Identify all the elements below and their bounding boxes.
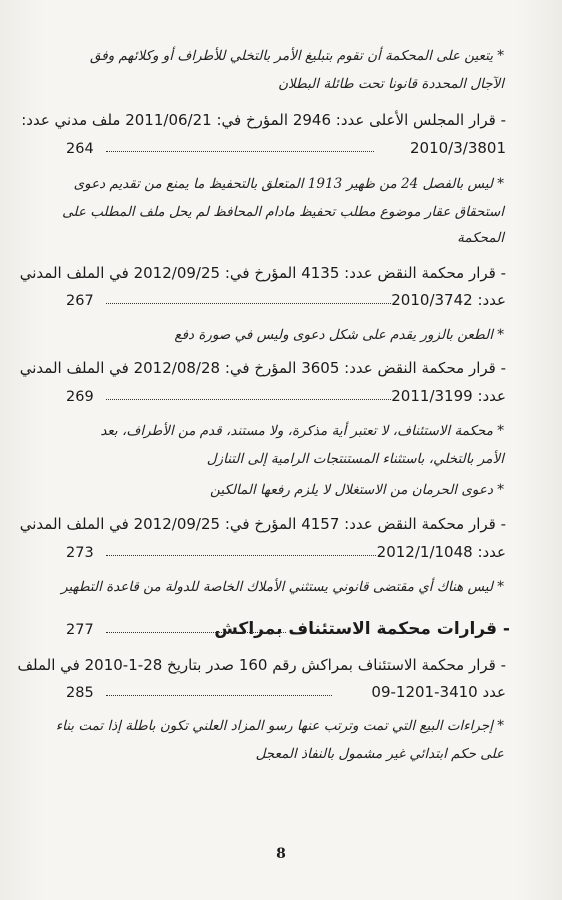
dotted-leader: [106, 399, 391, 400]
summary-line: الآجال المحددة قانونا تحت طائلة البطلان: [278, 76, 504, 92]
decision-reference: عدد 3410-1201-09: [371, 683, 506, 701]
toc-leader: [66, 619, 100, 639]
summary-line: * إجراءات البيع التي تمت وترتب عنها رسو المزاد العلني تكون باطلة إذا تمت بناء: [55, 718, 504, 734]
dotted-leader: [106, 632, 286, 633]
page-reference: 277: [66, 622, 94, 638]
page-reference: 285: [66, 685, 94, 701]
summary-line: * ليس هناك أي مقتضى قانوني يستثني الأملاك الخاصة للدولة من قاعدة التطهير: [61, 579, 504, 595]
decision-reference: - قرار محكمة الاستئناف بمراكش رقم 160 صدر بتاريخ 28-1-2010 في الملف: [17, 656, 506, 674]
decision-reference: 2010/3/3801: [410, 139, 506, 157]
toc-leader: [66, 386, 100, 406]
page-reference: 267: [66, 293, 94, 309]
page-reference: 269: [66, 389, 94, 405]
toc-leader: [66, 682, 100, 702]
summary-line: على حكم ابتدائي غير مشمول بالنفاذ المعجل: [255, 746, 504, 762]
dotted-leader: [106, 695, 332, 696]
summary-line: * دعوى الحرمان من الاستغلال لا يلزم رفعها المالكين: [210, 482, 504, 498]
dotted-leader: [106, 303, 391, 304]
summary-line: * محكمة الاستئناف، لا تعتبر أية مذكرة، ولا مستند، قدم من الأطراف، بعد: [100, 423, 504, 439]
dotted-leader: [106, 555, 376, 556]
section-heading: - قرارات محكمة الاستئناف بمراكش: [214, 619, 510, 639]
summary-line: * الطعن بالزور يقدم على شكل دعوى وليس في صورة دفع: [174, 327, 504, 343]
page-number: 8: [276, 846, 286, 862]
dotted-leader: [106, 151, 374, 152]
toc-leader: [66, 138, 100, 158]
decision-reference: عدد: 2010/3742: [391, 291, 506, 309]
decision-reference: - قرار محكمة النقض عدد: 3605 المؤرخ في: 2012/08/28 في الملف المدني: [19, 359, 506, 377]
page-reference: 264: [66, 141, 94, 157]
page-reference: 273: [66, 545, 94, 561]
summary-line: * ليس بالفصل 24 من ظهير 1913 المتعلق بالتحفيظ ما يمنع من تقديم دعوى: [73, 176, 504, 192]
summary-line: المحكمة: [457, 230, 504, 246]
summary-line: الأمر بالتخلي، باستثناء المستنتجات الرامية إلى التنازل: [206, 451, 504, 467]
toc-leader: [66, 542, 100, 562]
summary-line: استحقاق عقار موضوع مطلب تحفيظ مادام المحافظ لم يحل ملف المطلب على: [62, 204, 504, 220]
decision-reference: عدد: 2011/3199: [391, 387, 506, 405]
decision-reference: - قرار محكمة النقض عدد: 4135 المؤرخ في: 2012/09/25 في الملف المدني: [19, 264, 506, 282]
decision-reference: عدد: 2012/1/1048: [376, 543, 506, 561]
summary-line: * يتعين على المحكمة أن تقوم بتبليغ الأمر بالتخلي للأطراف أو وكلائهم وفق: [89, 48, 504, 64]
decision-reference: - قرار المجلس الأعلى عدد: 2946 المؤرخ في: 2011/06/21 ملف مدني عدد:: [21, 111, 506, 129]
decision-reference: - قرار محكمة النقض عدد: 4157 المؤرخ في: 2012/09/25 في الملف المدني: [19, 515, 506, 533]
toc-leader: [66, 290, 100, 310]
